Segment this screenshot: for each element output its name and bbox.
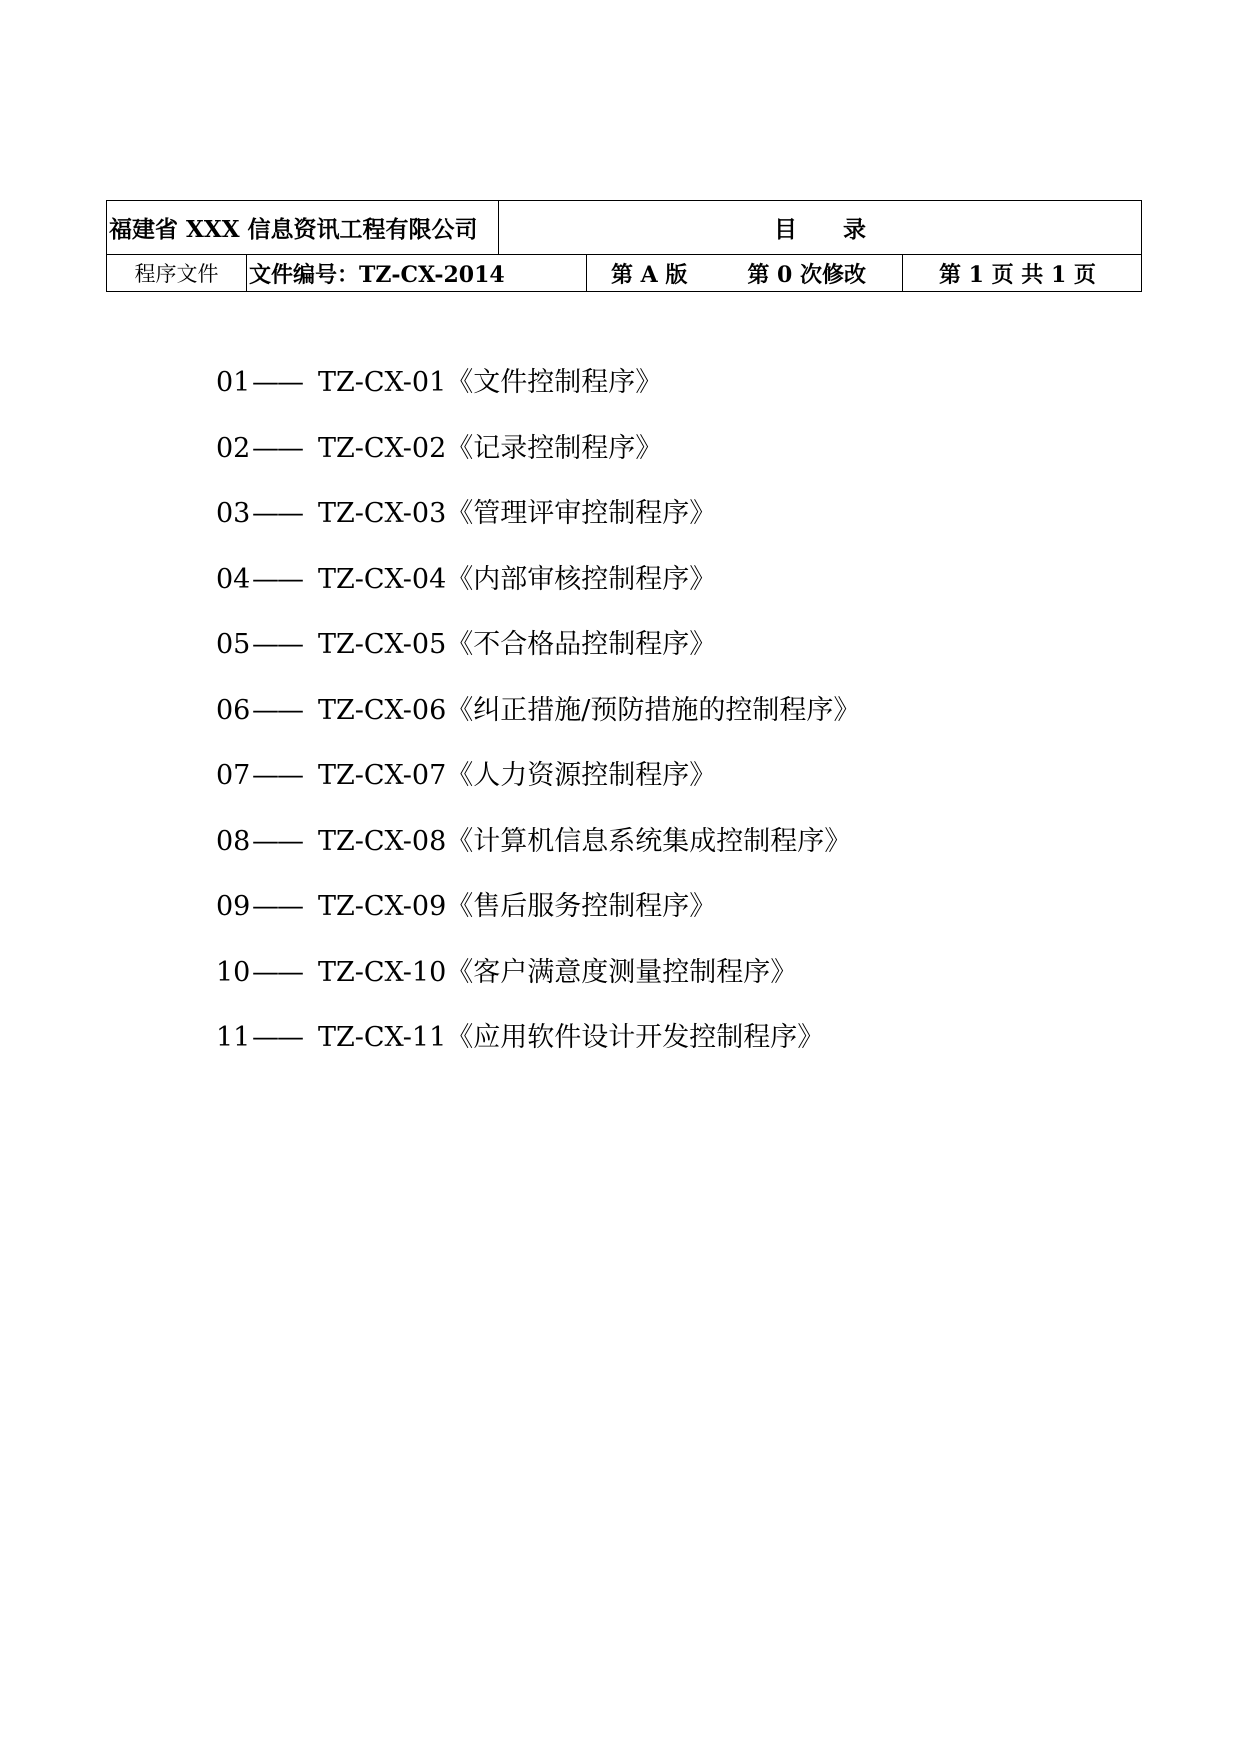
toc-item-number: 05 xyxy=(216,629,251,660)
toc-item-title: 《售后服务控制程序》 xyxy=(446,891,717,922)
toc-item-dash: —— xyxy=(252,694,302,726)
toc-item xyxy=(216,612,1116,678)
toc-item-number: 09 xyxy=(216,891,251,922)
document-header-table xyxy=(106,200,1142,292)
toc-item xyxy=(216,547,1116,613)
toc-item-number: 10 xyxy=(216,956,251,988)
toc-item-number: 08 xyxy=(216,825,251,857)
toc-item-code: TZ-CX-05 xyxy=(318,629,447,660)
toc-item-code: TZ-CX-04 xyxy=(318,563,447,595)
toc-item xyxy=(216,350,1116,416)
table-of-contents xyxy=(216,350,1116,1071)
toc-item xyxy=(216,416,1116,482)
header-row-bottom xyxy=(107,255,1141,291)
toc-item-number: 07 xyxy=(216,760,251,791)
toc-item-number: 11 xyxy=(216,1022,251,1053)
toc-item xyxy=(216,940,1116,1006)
toc-item-title: 《计算机信息系统集成控制程序》 xyxy=(446,825,852,857)
toc-item-dash: —— xyxy=(252,563,302,595)
toc-item-dash: —— xyxy=(252,760,302,791)
page-title-part2: 录 xyxy=(843,216,866,243)
toc-item-title: 《文件控制程序》 xyxy=(446,367,663,398)
toc-item-number: 04 xyxy=(216,563,251,595)
header-row-top xyxy=(107,201,1141,255)
toc-item xyxy=(216,743,1116,809)
toc-item-dash: —— xyxy=(252,956,302,988)
edition-revision xyxy=(587,255,903,291)
toc-item-code: TZ-CX-01 xyxy=(318,367,447,398)
toc-item-code: TZ-CX-09 xyxy=(318,891,447,922)
toc-item-title: 《应用软件设计开发控制程序》 xyxy=(446,1022,825,1053)
toc-item-title: 《记录控制程序》 xyxy=(446,432,663,464)
toc-item-number: 01 xyxy=(216,367,251,398)
toc-item-title: 《纠正措施/预防措施的控制程序》 xyxy=(446,694,861,726)
toc-item-number: 03 xyxy=(216,498,251,529)
toc-item xyxy=(216,809,1116,875)
toc-item-number: 06 xyxy=(216,694,251,726)
toc-item-code: TZ-CX-07 xyxy=(318,760,447,791)
toc-item-dash: —— xyxy=(252,629,302,660)
revision: 第 0 次修改 xyxy=(747,261,867,288)
toc-item xyxy=(216,481,1116,547)
page-title-part1: 目 xyxy=(774,216,797,243)
toc-item-code: TZ-CX-02 xyxy=(318,432,447,464)
toc-item-code: TZ-CX-03 xyxy=(318,498,447,529)
toc-item-number: 02 xyxy=(216,432,251,464)
toc-item-dash: —— xyxy=(252,498,302,529)
toc-item-title: 《管理评审控制程序》 xyxy=(446,498,717,529)
toc-item xyxy=(216,678,1116,744)
toc-item-dash: —— xyxy=(252,891,302,922)
company-name: 福建省 XXX 信息资讯工程有限公司 xyxy=(107,201,499,254)
doc-type: 程序文件 xyxy=(107,255,247,291)
page-title xyxy=(499,201,1141,254)
toc-item-title: 《人力资源控制程序》 xyxy=(446,760,717,791)
toc-item-title: 《内部审核控制程序》 xyxy=(446,563,717,595)
toc-item-code: TZ-CX-10 xyxy=(318,956,447,988)
toc-item-dash: —— xyxy=(252,367,302,398)
toc-item-dash: —— xyxy=(252,825,302,857)
toc-item-title: 《客户满意度测量控制程序》 xyxy=(446,956,798,988)
toc-item-code: TZ-CX-08 xyxy=(318,825,447,857)
edition: 第 A 版 xyxy=(611,261,688,288)
toc-item xyxy=(216,874,1116,940)
toc-item-dash: —— xyxy=(252,432,302,464)
toc-item-code: TZ-CX-11 xyxy=(318,1022,447,1053)
doc-number: 文件编号：TZ-CX-2014 xyxy=(247,255,587,291)
toc-item-code: TZ-CX-06 xyxy=(318,694,447,726)
toc-item-title: 《不合格品控制程序》 xyxy=(446,629,717,660)
page-info: 第 1 页 共 1 页 xyxy=(939,261,1096,288)
toc-item-dash: —— xyxy=(252,1022,302,1053)
toc-item xyxy=(216,1005,1116,1071)
